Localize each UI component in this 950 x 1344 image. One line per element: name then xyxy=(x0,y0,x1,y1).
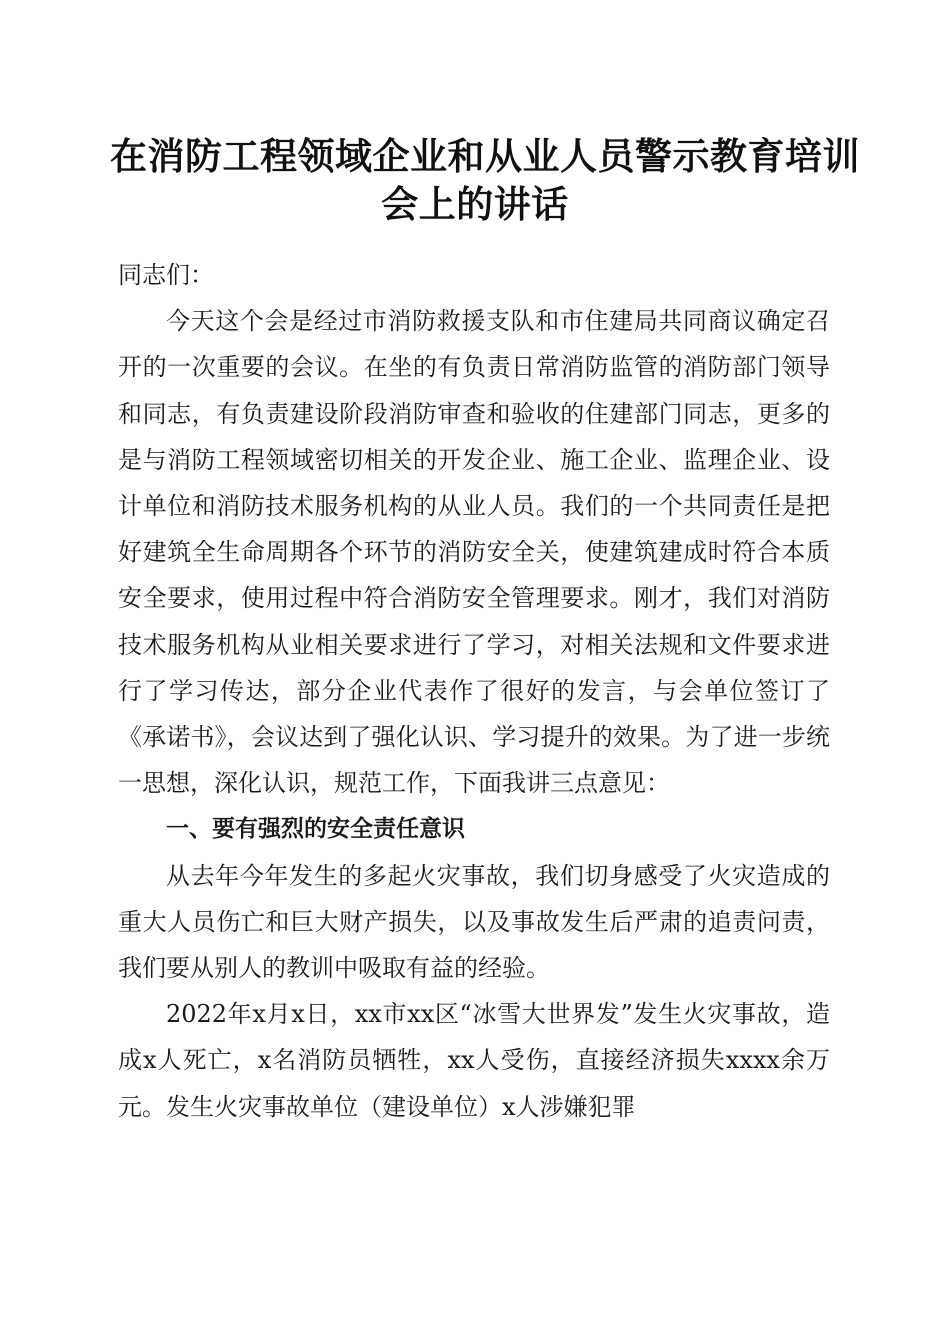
title-line-1: 在消防工程领域企业和从业人员警示教育培训 xyxy=(110,134,860,178)
document-body xyxy=(118,252,830,1130)
section-heading-1: 一、要有强烈的安全责任意识 xyxy=(166,816,465,843)
salutation: 同志们： xyxy=(118,261,214,289)
document-title xyxy=(110,132,860,228)
title-line-2: 会上的讲话 xyxy=(381,182,569,226)
section1-paragraph-1: 从去年今年发生的多起火灾事故，我们切身感受了火灾造成的重大人员伤亡和巨大财产损失，以及事故发生后严肃的追责问责，我们要从别人的教训中吸取有益的经验。 xyxy=(118,861,830,983)
intro-paragraph: 今天这个会是经过市消防救援支队和市住建局共同商议确定召开的一次重要的会议。在坐的有负责日常消防监管的消防部门领导和同志，有负责建设阶段消防审查和验收的住建部门同志，更多的是与消防工程领域密切相关的开发企业、施工企业、监理企业、设计单位和消防技术服务机构的从业人员。我们的一个共同责任是把好建筑全生命周期各个环节的消防安全关，使建筑建成时符合本质安全要求，使用过程中符合消防安全管理要求。刚才，我们对消防技术服务机构从业相关要求进行了学习，对相关法规和文件要求进行了学习传达，部分企业代表作了很好的发言，与会单位签订了《承诺书》，会议达到了强化认识、学习提升的效果。为了进一步统一思想，深化认识，规范工作，下面我讲三点意见： xyxy=(118,307,830,798)
section1-paragraph-2: 2022年x月x日，xx市xx区“冰雪大世界发”发生火灾事故，造成x人死亡，x名消防员牺牲，xx人受伤，直接经济损失xxxx余万元。发生火灾事故单位（建设单位）x人涉嫌犯罪 xyxy=(118,1000,830,1121)
